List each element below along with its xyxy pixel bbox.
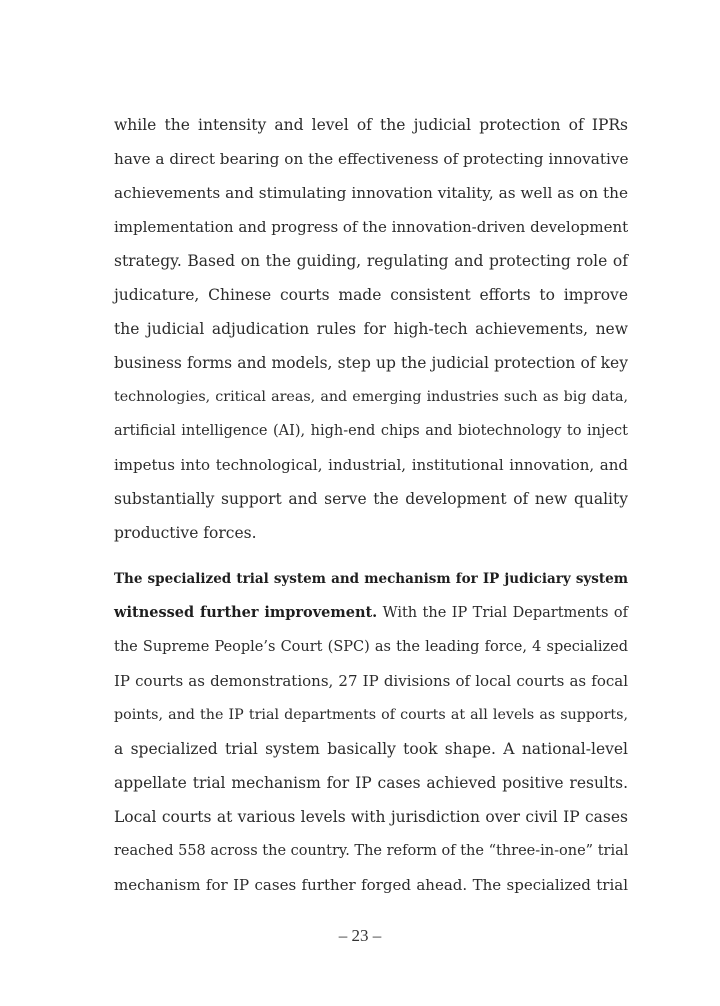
text-line: achievements and stimulating innovation vitality, as well as on the [114,184,628,202]
text-line: productive forces. [114,524,257,542]
paragraph-1 [114,108,628,550]
text-line: strategy. Based on the guiding, regulating and protecting role of [114,252,628,270]
text-line [114,596,628,630]
paragraph-spacer [114,550,628,562]
paragraph-heading: witnessed further improvement. [114,604,378,621]
text-line: the judicial adjudication rules for high-tech achievements, new [114,320,628,338]
text-line: appellate trial mechanism for IP cases achieved positive results. [114,774,628,792]
text-line: artificial intelligence (AI), high-end chips and biotechnology to inject [114,423,628,439]
text-line: substantially support and serve the development of new quality [114,490,628,508]
text-line: business forms and models, step up the judicial protection of key [114,354,628,372]
text-line: judicature, Chinese courts made consistent efforts to improve [114,286,628,304]
text-line: IP courts as demonstrations, 27 IP divisions of local courts as focal [114,672,628,690]
text-line: have a direct bearing on the effectiveness of protecting innovative [114,150,629,168]
text-line: mechanism for IP cases further forged ahead. The specialized trial [114,876,628,894]
text-line: a specialized trial system basically took shape. A national-level [114,740,628,758]
page-body [114,108,628,902]
text-line: while the intensity and level of the judicial protection of IPRs [114,116,628,134]
text-line: the Supreme People’s Court (SPC) as the leading force, 4 specialized [114,639,628,655]
paragraph-2 [114,562,628,902]
text-line: implementation and progress of the innovation-driven development [114,218,629,236]
text-line: reached 558 across the country. The reform of the “three-in-one” trial [114,843,629,859]
text-line: Local courts at various levels with jurisdiction over civil IP cases [114,808,628,826]
text-run: With the IP Trial Departments of [377,605,628,621]
text-line: technologies, critical areas, and emerging industries such as big data, [114,389,628,405]
text-line: points, and the IP trial departments of courts at all levels as supports, [114,707,628,723]
text-line: impetus into technological, industrial, institutional innovation, and [114,456,628,474]
paragraph-heading: The specialized trial system and mechanism for IP judiciary system [114,571,628,587]
page-number: – 23 – [338,926,382,945]
